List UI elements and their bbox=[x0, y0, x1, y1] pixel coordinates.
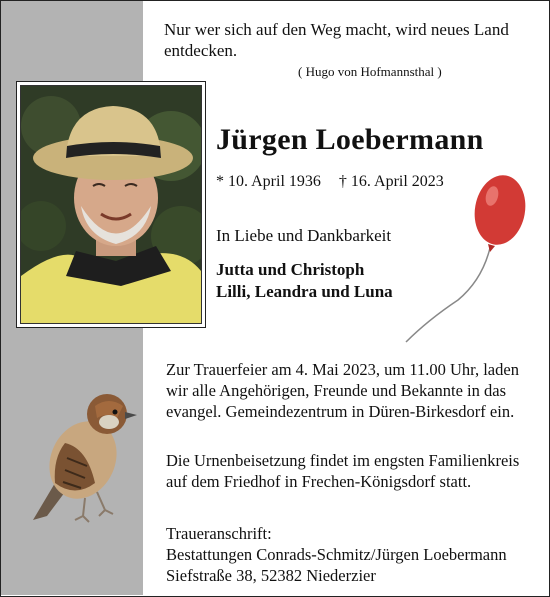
address-line-1: Bestattungen Conrads-Schmitz/Jürgen Loebermann bbox=[166, 545, 507, 564]
portrait-photo bbox=[20, 85, 202, 324]
address-line-2: Siefstraße 38, 52382 Niederzier bbox=[166, 566, 376, 585]
quote-text: Nur wer sich auf den Weg macht, wird neues Land entdecken. bbox=[164, 20, 509, 60]
mourners-line-1: Jutta und Christoph bbox=[216, 260, 365, 279]
birth-date: * 10. April 1936 bbox=[216, 173, 321, 190]
deceased-name: Jürgen Loebermann bbox=[216, 123, 484, 156]
mourners-names bbox=[216, 259, 393, 303]
quote-author: ( Hugo von Hofmannsthal ) bbox=[298, 64, 442, 79]
funeral-notice: Zur Trauerfeier am 4. Mai 2023, um 11.00 Uhr, laden wir alle Angehörigen, Freunde und Bekannte in das evangel. Gemeindezentrum in Düren-Birkesdorf ein. bbox=[166, 360, 519, 421]
sparrow-icon bbox=[25, 388, 142, 527]
portrait-frame bbox=[16, 81, 206, 328]
death-date: † 16. April 2023 bbox=[338, 173, 444, 190]
address-label: Traueranschrift: bbox=[166, 524, 272, 543]
address-block bbox=[166, 523, 536, 586]
portrait-illustration bbox=[21, 86, 201, 323]
mourners-line-2: Lilli, Leandra und Luna bbox=[216, 282, 393, 301]
mourners-intro: In Liebe und Dankbarkeit bbox=[216, 226, 392, 245]
balloon-icon bbox=[398, 170, 530, 346]
burial-notice: Die Urnenbeisetzung findet im engsten Familienkreis auf dem Friedhof in Frechen-Königsdorf statt. bbox=[166, 451, 520, 491]
